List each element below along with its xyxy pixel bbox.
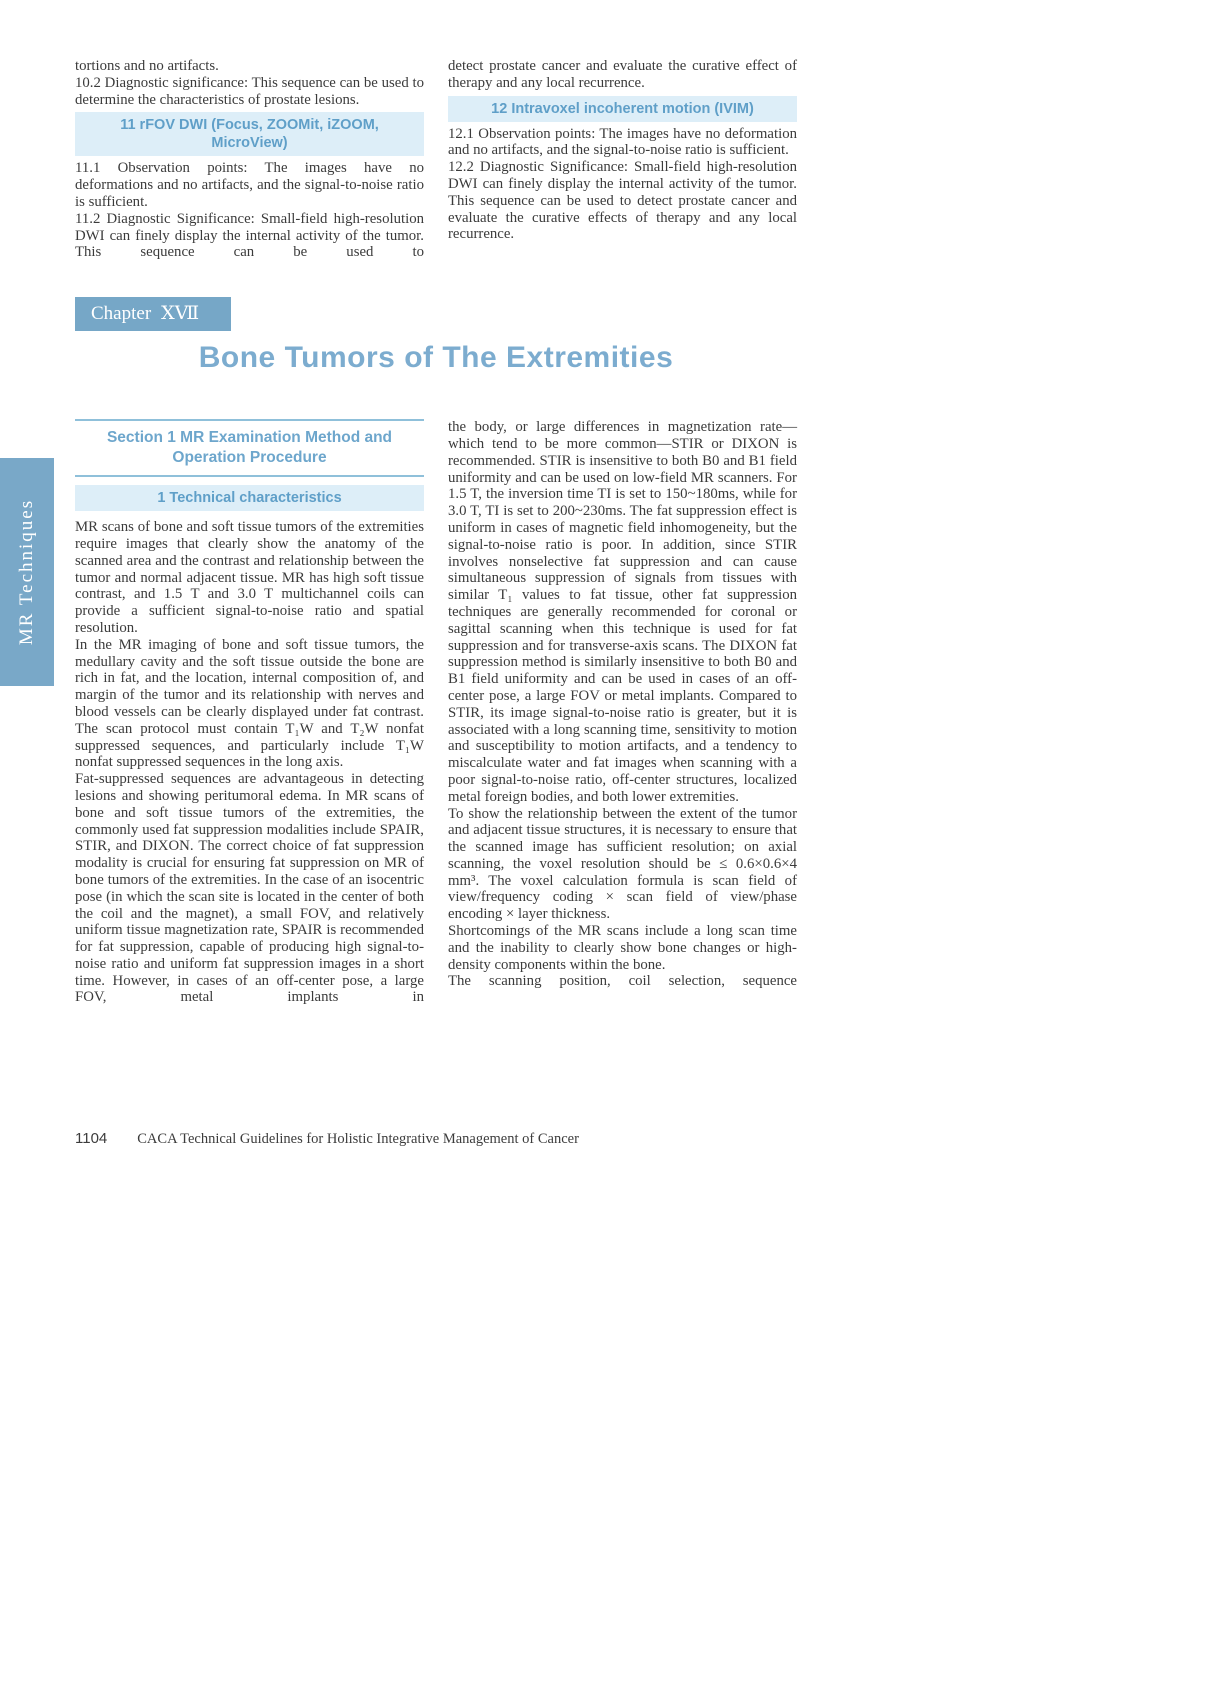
- page-content: [75, 58, 797, 1006]
- sidebar-tab-label: MR Techniques: [16, 498, 38, 646]
- paragraph: 12.1 Observation points: The images have no deformation and no artifacts, and the signal-to-noise ratio is sufficient.: [448, 125, 797, 159]
- paragraph: 10.2 Diagnostic significance: This sequence can be used to determine the characteristics of prostate lesions.: [75, 74, 424, 108]
- sidebar-tab-mr-techniques: [0, 458, 54, 686]
- chapter-label: Chapter: [91, 303, 152, 325]
- paragraph: The scanning position, coil selection, sequence: [448, 973, 797, 990]
- section-left-column: [75, 419, 424, 1006]
- chapter-title: Bone Tumors of The Extremities: [198, 341, 674, 375]
- running-footer-title: CACA Technical Guidelines for Holistic Integrative Management of Cancer: [137, 1131, 579, 1147]
- paragraph: detect prostate cancer and evaluate the curative effect of therapy and any local recurrence.: [448, 58, 797, 91]
- paragraph: tortions and no artifacts.: [75, 58, 219, 74]
- section-two-column: [75, 419, 797, 1006]
- paragraph: 12.2 Diagnostic Significance: Small-field high-resolution DWI can finely display the internal activity of the tumor. This sequence can be used to detect prostate cancer and evaluate the curative effects of therapy and any local recurrence.: [448, 159, 797, 243]
- top-right-column: [448, 58, 797, 261]
- paragraph: the body, or large differences in magnetization rate—which tend to be more common—STIR or DIXON is recommended. STIR is insensitive to both B0 and B1 field uniformity and can be used on low-field MR scanners. For 1.5 T, the inversion time TI is set to 150~180ms, while for 3.0 T, TI is set to 200~230ms. The fat suppression effect is uniform in cases of magnetic field inhomogeneity, but the signal-to-noise ratio is poor. In addition, since STIR involves nonselective fat suppression and can cause simultaneous suppression of signals from tissues with similar T₁ values to fat tissue, other fat suppression techniques are generally recommended for coronal or sagittal scanning when this technique is used for fat suppression and for transverse-axis scans. The DIXON fat suppression method is similarly insensitive to both B0 and B1 field uniformity and can be used in cases of an off-center pose, a large FOV or metal implants. Compared to STIR, its image signal-to-noise ratio is greater, but it is associated with a long scanning time, sensitivity to motion and susceptibility to motion artifacts, and a tendency to miscalculate water and fat images when scanning with a poor signal-to-noise ratio, off-center structures, localized metal foreign bodies, and both lower extremities.: [448, 419, 797, 805]
- paragraph: 11.2 Diagnostic Significance: Small-field high-resolution DWI can finely display the internal activity of the tumor. This sequence can be used to: [75, 210, 424, 261]
- top-two-column-section: [75, 58, 797, 261]
- chapter-banner: [75, 297, 231, 331]
- section-right-column: [448, 419, 797, 1006]
- subsection-header-ivim: 12 Intravoxel incoherent motion (IVIM): [448, 96, 797, 122]
- paragraph: 11.1 Observation points: The images have no deformations and no artifacts, and the signal-to-noise ratio is sufficient.: [75, 160, 424, 210]
- paragraph: MR scans of bone and soft tissue tumors of the extremities require images that clearly show the anatomy of the scanned area and the contrast and relationship between the tumor and normal adjacent tissue. MR has high soft tissue contrast, and 1.5 T and 3.0 T multichannel coils can provide a sufficient signal-to-noise ratio and spatial resolution.: [75, 519, 424, 636]
- chapter-numeral: XⅦ: [161, 302, 200, 325]
- paragraph: Fat-suppressed sequences are advantageous in detecting lesions and showing peritumoral edema. In MR scans of bone and soft tissue tumors of the extremities, the commonly used fat suppression modalities include SPAIR, STIR, and DIXON. The correct choice of fat suppression modality is crucial for ensuring fat suppression on MR of bone tumors of the extremities. In the case of an isocentric pose (in which the scan site is located in the center of both the coil and the magnet), a small FOV, and relatively uniform tissue magnetization rate, SPAIR is recommended for fat suppression, capable of producing high signal-to-noise ratio and uniform fat suppression images in a short time. However, in cases of an off-center pose, a large FOV, metal implants in: [75, 771, 424, 1006]
- paragraph: Shortcomings of the MR scans include a long scan time and the inability to clearly show bone changes or high-density components within the bone.: [448, 923, 797, 973]
- top-left-column: [75, 58, 424, 261]
- page-number: 1104: [75, 1130, 108, 1147]
- paragraph: To show the relationship between the extent of the tumor and adjacent tissue structures, it is necessary to ensure that the scanned image has sufficient resolution; on axial scanning, the voxel resolution should be ≤ 0.6×0.6×4 mm³. The voxel calculation formula is scan field of view/frequency coding × scan field of view/phase encoding × layer thickness.: [448, 805, 797, 923]
- page-footer: [75, 1130, 579, 1148]
- subsection-header-rfov-dwi: 11 rFOV DWI (Focus, ZOOMit, iZOOM, MicroView): [75, 112, 424, 156]
- paragraph: In the MR imaging of bone and soft tissue tumors, the medullary cavity and the soft tissue outside the bone are rich in fat, and the location, internal composition of, and margin of the tumor and its relationship with nerves and blood vessels can be clearly displayed under fat contrast. The scan protocol must contain T₁W and T₂W nonfat suppressed sequences, and particularly include T₁W nonfat suppressed sequences in the long axis.: [75, 636, 424, 771]
- subsection-header-technical-characteristics: 1 Technical characteristics: [75, 485, 424, 511]
- section-heading: Section 1 MR Examination Method and Operation Procedure: [75, 419, 424, 477]
